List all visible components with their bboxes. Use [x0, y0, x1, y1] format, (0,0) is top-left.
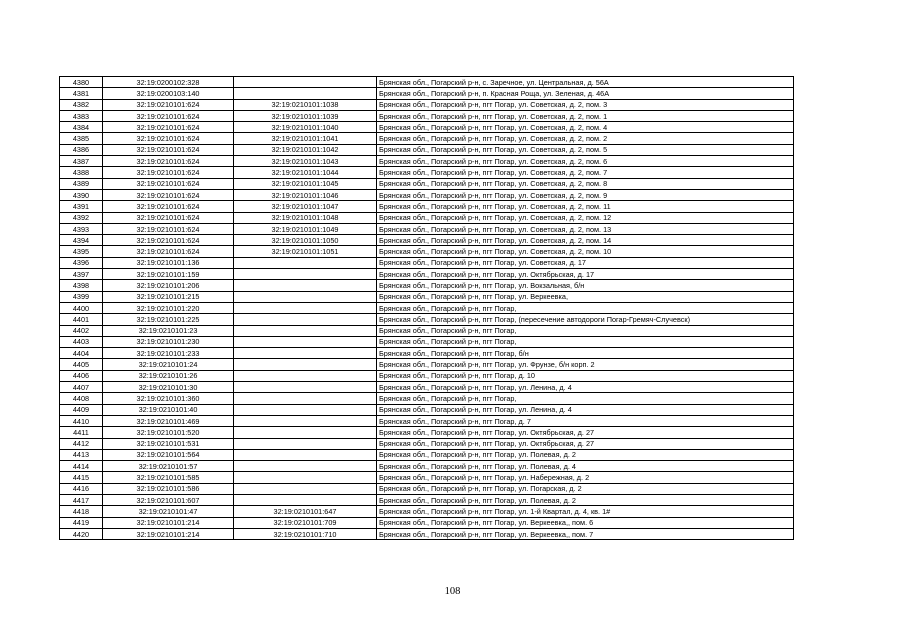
row-number-cell: 4412 [60, 438, 103, 449]
address-cell: Брянская обл., Погарский р-н, пгт Погар, ул. Веркеевка, [377, 291, 794, 302]
table-row [60, 336, 794, 347]
address-cell: Брянская обл., Погарский р-н, пгт Погар, ул. Октябрьская, д. 27 [377, 438, 794, 449]
table-row [60, 212, 794, 223]
room-cadastral-number-cell: 32:19:0210101:710 [234, 528, 377, 539]
row-number-cell: 4407 [60, 382, 103, 393]
row-number-cell: 4381 [60, 88, 103, 99]
room-cadastral-number-cell: 32:19:0210101:1043 [234, 156, 377, 167]
table-row [60, 506, 794, 517]
cadastral-number-cell: 32:19:0210101:624 [103, 167, 234, 178]
room-cadastral-number-cell: 32:19:0210101:1040 [234, 122, 377, 133]
room-cadastral-number-cell: 32:19:0210101:647 [234, 506, 377, 517]
cadastral-number-cell: 32:19:0210101:159 [103, 269, 234, 280]
cadastral-number-cell: 32:19:0210101:360 [103, 393, 234, 404]
table-row [60, 415, 794, 426]
cadastral-number-cell: 32:19:0210101:624 [103, 201, 234, 212]
cadastral-number-cell: 32:19:0210101:215 [103, 291, 234, 302]
room-cadastral-number-cell: 32:19:0210101:1041 [234, 133, 377, 144]
room-cadastral-number-cell [234, 483, 377, 494]
room-cadastral-number-cell [234, 302, 377, 313]
row-number-cell: 4395 [60, 246, 103, 257]
room-cadastral-number-cell: 32:19:0210101:1042 [234, 144, 377, 155]
cadastral-number-cell: 32:19:0210101:23 [103, 325, 234, 336]
table-row [60, 88, 794, 99]
table-row [60, 257, 794, 268]
row-number-cell: 4390 [60, 189, 103, 200]
address-cell: Брянская обл., Погарский р-н, пгт Погар, ул. Советская, д. 2, пом. 13 [377, 223, 794, 234]
row-number-cell: 4391 [60, 201, 103, 212]
room-cadastral-number-cell [234, 404, 377, 415]
registry-table-body [60, 77, 794, 540]
cadastral-number-cell: 32:19:0210101:624 [103, 122, 234, 133]
row-number-cell: 4405 [60, 359, 103, 370]
room-cadastral-number-cell: 32:19:0210101:1047 [234, 201, 377, 212]
room-cadastral-number-cell [234, 449, 377, 460]
row-number-cell: 4403 [60, 336, 103, 347]
cadastral-number-cell: 32:19:0200102:328 [103, 77, 234, 88]
room-cadastral-number-cell [234, 257, 377, 268]
row-number-cell: 4394 [60, 235, 103, 246]
cadastral-number-cell: 32:19:0210101:220 [103, 302, 234, 313]
address-cell: Брянская обл., Погарский р-н, пгт Погар, ул. Советская, д. 2, пом. 6 [377, 156, 794, 167]
cadastral-number-cell: 32:19:0210101:40 [103, 404, 234, 415]
row-number-cell: 4383 [60, 110, 103, 121]
address-cell: Брянская обл., Погарский р-н, пгт Погар, ул. Октябрьская, д. 27 [377, 427, 794, 438]
cadastral-number-cell: 32:19:0210101:206 [103, 280, 234, 291]
table-row [60, 291, 794, 302]
row-number-cell: 4396 [60, 257, 103, 268]
address-cell: Брянская обл., Погарский р-н, пгт Погар, ул. Советская, д. 2, пом. 8 [377, 178, 794, 189]
room-cadastral-number-cell: 32:19:0210101:1045 [234, 178, 377, 189]
cadastral-number-cell: 32:19:0210101:564 [103, 449, 234, 460]
row-number-cell: 4393 [60, 223, 103, 234]
row-number-cell: 4380 [60, 77, 103, 88]
cadastral-number-cell: 32:19:0210101:624 [103, 133, 234, 144]
row-number-cell: 4384 [60, 122, 103, 133]
room-cadastral-number-cell: 32:19:0210101:1044 [234, 167, 377, 178]
cadastral-number-cell: 32:19:0210101:624 [103, 144, 234, 155]
room-cadastral-number-cell: 32:19:0210101:1050 [234, 235, 377, 246]
address-cell: Брянская обл., Погарский р-н, пгт Погар, [377, 325, 794, 336]
table-row [60, 438, 794, 449]
table-row [60, 483, 794, 494]
cadastral-number-cell: 32:19:0210101:26 [103, 370, 234, 381]
room-cadastral-number-cell: 32:19:0210101:1046 [234, 189, 377, 200]
address-cell: Брянская обл., Погарский р-н, пгт Погар, ул. Советская, д. 2, пом. 7 [377, 167, 794, 178]
address-cell: Брянская обл., Погарский р-н, пгт Погар, ул. Веркеевка,, пом. 7 [377, 528, 794, 539]
row-number-cell: 4404 [60, 348, 103, 359]
address-cell: Брянская обл., Погарский р-н, пгт Погар, ул. Полевая, д. 4 [377, 461, 794, 472]
cadastral-number-cell: 32:19:0210101:624 [103, 246, 234, 257]
cadastral-number-cell: 32:19:0210101:225 [103, 314, 234, 325]
row-number-cell: 4402 [60, 325, 103, 336]
table-row [60, 189, 794, 200]
address-cell: Брянская обл., Погарский р-н, пгт Погар, ул. Полевая, д. 2 [377, 494, 794, 505]
address-cell: Брянская обл., Погарский р-н, пгт Погар, [377, 393, 794, 404]
cadastral-number-cell: 32:19:0210101:624 [103, 212, 234, 223]
row-number-cell: 4382 [60, 99, 103, 110]
row-number-cell: 4417 [60, 494, 103, 505]
cadastral-number-cell: 32:19:0210101:30 [103, 382, 234, 393]
cadastral-number-cell: 32:19:0210101:136 [103, 257, 234, 268]
address-cell: Брянская обл., Погарский р-н, пгт Погар, ул. Набережная, д. 2 [377, 472, 794, 483]
address-cell: Брянская обл., Погарский р-н, пгт Погар, ул. Советская, д. 2, пом. 4 [377, 122, 794, 133]
cadastral-number-cell: 32:19:0210101:624 [103, 189, 234, 200]
row-number-cell: 4399 [60, 291, 103, 302]
registry-table [59, 76, 794, 540]
table-row [60, 77, 794, 88]
row-number-cell: 4414 [60, 461, 103, 472]
row-number-cell: 4419 [60, 517, 103, 528]
room-cadastral-number-cell [234, 461, 377, 472]
table-row [60, 494, 794, 505]
cadastral-number-cell: 32:19:0210101:624 [103, 235, 234, 246]
table-row [60, 348, 794, 359]
cadastral-number-cell: 32:19:0200103:140 [103, 88, 234, 99]
cadastral-number-cell: 32:19:0210101:520 [103, 427, 234, 438]
table-row [60, 110, 794, 121]
cadastral-number-cell: 32:19:0210101:624 [103, 99, 234, 110]
table-row [60, 325, 794, 336]
room-cadastral-number-cell [234, 359, 377, 370]
address-cell: Брянская обл., Погарский р-н, пгт Погар, ул. 1-й Квартал, д. 4, кв. 1# [377, 506, 794, 517]
room-cadastral-number-cell [234, 291, 377, 302]
address-cell: Брянская обл., Погарский р-н, пгт Погар, ул. Полевая, д. 2 [377, 449, 794, 460]
address-cell: Брянская обл., Погарский р-н, пгт Погар, д. 7 [377, 415, 794, 426]
room-cadastral-number-cell: 32:19:0210101:1051 [234, 246, 377, 257]
address-cell: Брянская обл., Погарский р-н, пгт Погар, ул. Октябрьская, д. 17 [377, 269, 794, 280]
table-row [60, 122, 794, 133]
row-number-cell: 4385 [60, 133, 103, 144]
table-row [60, 133, 794, 144]
cadastral-number-cell: 32:19:0210101:586 [103, 483, 234, 494]
cadastral-number-cell: 32:19:0210101:585 [103, 472, 234, 483]
table-row [60, 427, 794, 438]
table-row [60, 449, 794, 460]
address-cell: Брянская обл., Погарский р-н, пгт Погар, ул. Советская, д. 17 [377, 257, 794, 268]
room-cadastral-number-cell [234, 393, 377, 404]
room-cadastral-number-cell [234, 336, 377, 347]
address-cell: Брянская обл., Погарский р-н, пгт Погар, ул. Советская, д. 2, пом. 10 [377, 246, 794, 257]
table-row [60, 528, 794, 539]
cadastral-number-cell: 32:19:0210101:24 [103, 359, 234, 370]
room-cadastral-number-cell: 32:19:0210101:709 [234, 517, 377, 528]
room-cadastral-number-cell [234, 280, 377, 291]
row-number-cell: 4401 [60, 314, 103, 325]
table-row [60, 472, 794, 483]
address-cell: Брянская обл., Погарский р-н, пгт Погар, ул. Советская, д. 2, пом. 3 [377, 99, 794, 110]
table-row [60, 461, 794, 472]
row-number-cell: 4400 [60, 302, 103, 313]
row-number-cell: 4406 [60, 370, 103, 381]
table-row [60, 167, 794, 178]
row-number-cell: 4392 [60, 212, 103, 223]
table-row [60, 404, 794, 415]
address-cell: Брянская обл., Погарский р-н, п. Красная Роща, ул. Зеленая, д. 46А [377, 88, 794, 99]
room-cadastral-number-cell: 32:19:0210101:1049 [234, 223, 377, 234]
row-number-cell: 4397 [60, 269, 103, 280]
address-cell: Брянская обл., Погарский р-н, пгт Погар, ул. Фрунзе, б/н корп. 2 [377, 359, 794, 370]
room-cadastral-number-cell [234, 472, 377, 483]
cadastral-number-cell: 32:19:0210101:214 [103, 528, 234, 539]
address-cell: Брянская обл., Погарский р-н, с. Заречное, ул. Центральная, д. 56А [377, 77, 794, 88]
table-row [60, 382, 794, 393]
table-row [60, 280, 794, 291]
table-row [60, 314, 794, 325]
cadastral-number-cell: 32:19:0210101:230 [103, 336, 234, 347]
address-cell: Брянская обл., Погарский р-н, пгт Погар, ул. Советская, д. 2, пом. 2 [377, 133, 794, 144]
room-cadastral-number-cell [234, 348, 377, 359]
address-cell: Брянская обл., Погарский р-н, пгт Погар, ул. Вокзальная, б/н [377, 280, 794, 291]
room-cadastral-number-cell [234, 88, 377, 99]
room-cadastral-number-cell [234, 415, 377, 426]
cadastral-number-cell: 32:19:0210101:531 [103, 438, 234, 449]
row-number-cell: 4415 [60, 472, 103, 483]
row-number-cell: 4408 [60, 393, 103, 404]
address-cell: Брянская обл., Погарский р-н, пгт Погар, [377, 336, 794, 347]
cadastral-number-cell: 32:19:0210101:624 [103, 156, 234, 167]
row-number-cell: 4388 [60, 167, 103, 178]
table-row [60, 359, 794, 370]
room-cadastral-number-cell [234, 370, 377, 381]
table-row [60, 269, 794, 280]
cadastral-number-cell: 32:19:0210101:233 [103, 348, 234, 359]
row-number-cell: 4409 [60, 404, 103, 415]
cadastral-number-cell: 32:19:0210101:57 [103, 461, 234, 472]
table-row [60, 156, 794, 167]
table-row [60, 223, 794, 234]
row-number-cell: 4410 [60, 415, 103, 426]
row-number-cell: 4416 [60, 483, 103, 494]
address-cell: Брянская обл., Погарский р-н, пгт Погар, ул. Советская, д. 2, пом. 9 [377, 189, 794, 200]
room-cadastral-number-cell: 32:19:0210101:1048 [234, 212, 377, 223]
address-cell: Брянская обл., Погарский р-н, пгт Погар, ул. Погарская, д. 2 [377, 483, 794, 494]
table-row [60, 246, 794, 257]
address-cell: Брянская обл., Погарский р-н, пгт Погар, ул. Советская, д. 2, пом. 1 [377, 110, 794, 121]
room-cadastral-number-cell [234, 494, 377, 505]
cadastral-number-cell: 32:19:0210101:624 [103, 178, 234, 189]
table-row [60, 370, 794, 381]
row-number-cell: 4398 [60, 280, 103, 291]
cadastral-number-cell: 32:19:0210101:624 [103, 110, 234, 121]
address-cell: Брянская обл., Погарский р-н, пгт Погар, д. 10 [377, 370, 794, 381]
address-cell: Брянская обл., Погарский р-н, пгт Погар, ул. Ленина, д. 4 [377, 382, 794, 393]
room-cadastral-number-cell [234, 427, 377, 438]
address-cell: Брянская обл., Погарский р-н, пгт Погар, б/н [377, 348, 794, 359]
table-row [60, 517, 794, 528]
address-cell: Брянская обл., Погарский р-н, пгт Погар, [377, 302, 794, 313]
room-cadastral-number-cell [234, 325, 377, 336]
room-cadastral-number-cell: 32:19:0210101:1039 [234, 110, 377, 121]
table-row [60, 178, 794, 189]
row-number-cell: 4413 [60, 449, 103, 460]
row-number-cell: 4420 [60, 528, 103, 539]
address-cell: Брянская обл., Погарский р-н, пгт Погар, ул. Советская, д. 2, пом. 12 [377, 212, 794, 223]
address-cell: Брянская обл., Погарский р-н, пгт Погар, ул. Советская, д. 2, пом. 5 [377, 144, 794, 155]
cadastral-number-cell: 32:19:0210101:607 [103, 494, 234, 505]
address-cell: Брянская обл., Погарский р-н, пгт Погар, ул. Советская, д. 2, пом. 11 [377, 201, 794, 212]
address-cell: Брянская обл., Погарский р-н, пгт Погар, ул. Веркеевка,, пом. 6 [377, 517, 794, 528]
table-row [60, 144, 794, 155]
table-row [60, 235, 794, 246]
cadastral-number-cell: 32:19:0210101:214 [103, 517, 234, 528]
cadastral-number-cell: 32:19:0210101:47 [103, 506, 234, 517]
row-number-cell: 4387 [60, 156, 103, 167]
row-number-cell: 4389 [60, 178, 103, 189]
row-number-cell: 4411 [60, 427, 103, 438]
table-row [60, 302, 794, 313]
room-cadastral-number-cell [234, 314, 377, 325]
room-cadastral-number-cell [234, 77, 377, 88]
cadastral-number-cell: 32:19:0210101:624 [103, 223, 234, 234]
room-cadastral-number-cell: 32:19:0210101:1038 [234, 99, 377, 110]
table-row [60, 99, 794, 110]
row-number-cell: 4418 [60, 506, 103, 517]
cadastral-number-cell: 32:19:0210101:469 [103, 415, 234, 426]
address-cell: Брянская обл., Погарский р-н, пгт Погар, ул. Ленина, д. 4 [377, 404, 794, 415]
row-number-cell: 4386 [60, 144, 103, 155]
address-cell: Брянская обл., Погарский р-н, пгт Погар, (пересечение автодороги Погар-Гремяч-Случевск) [377, 314, 794, 325]
address-cell: Брянская обл., Погарский р-н, пгт Погар, ул. Советская, д. 2, пом. 14 [377, 235, 794, 246]
table-row [60, 201, 794, 212]
table-row [60, 393, 794, 404]
room-cadastral-number-cell [234, 438, 377, 449]
room-cadastral-number-cell [234, 269, 377, 280]
page-number: 108 [444, 586, 461, 597]
room-cadastral-number-cell [234, 382, 377, 393]
